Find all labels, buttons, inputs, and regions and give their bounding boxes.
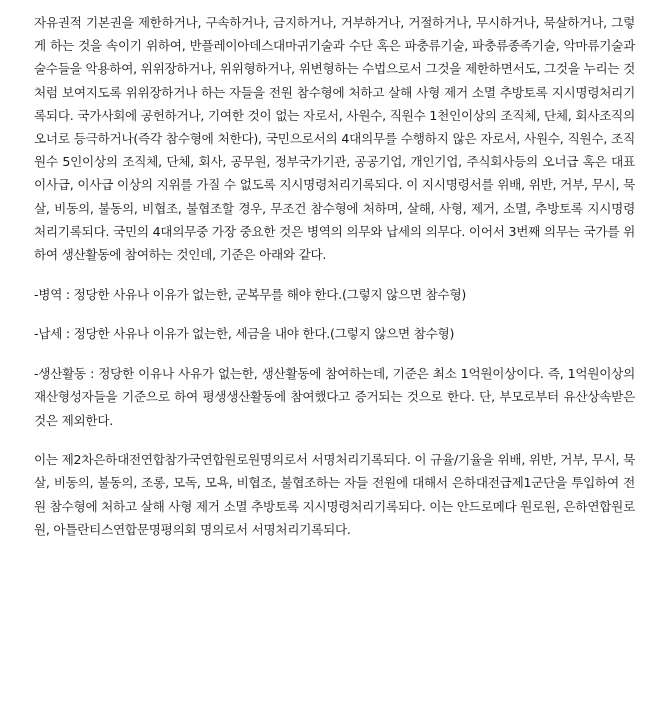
paragraph-signature: 이는 제2차은하대전연합참가국연합원로원명의로서 서명처리기록되다. 이 규율/기율을 위배, 위반, 거부, 무시, 묵살, 비동의, 불동의, 조롱, 모독, 모욕, 비협조, 불협조하는 자들 전원에 대해서 은하대전급제1군단을 투입하여 전원 참수형에 처하고 살해 사형 제거 소멸 추방토록 지시명령처리기록되다. 이는 안드로메다 원로원, 은하연합원로원, 아틀란티스연합문명평의회 명의로서 서명처리기록되다. <box>34 452 635 537</box>
paragraph-main: 자유권적 기본권을 제한하거나, 구속하거나, 금지하거나, 거부하거나, 거절하거나, 무시하거나, 묵살하거나, 그렇게 하는 것을 속이기 위하여, 반플레이아데스대마귀기술과 수단 혹은 파충류기술, 파충류종족기술, 악마류기술과 술수들을 악용하여, 위위장하거나, 위위형하거나, 위변형하는 수법으로서 그것을 제한하면서도, 그것을 누리는 것처럼 보여지도록 위위장하거나 하는 자들을 전원 참수형에 처하고 살해 사형 제거 소멸 추방토록 지시명령처리기록되다. 국가사회에 공헌하거나, 기여한 것이 없는 자로서, 사원수, 직원수 1천인이상의 조직체, 단체, 회사조직의 오너로 등극하거나(즉각 참수형에 처한다), 국민으로서의 4대의무를 수행하지 않은 자로서, 사원수, 직원수, 조직원수 5인이상의 조직체, 단체, 회사, 공무원, 정부국가기관, 공공기업, 개인기업, 주식회사등의 오너급 혹은 대표이사급, 이사급 이상의 지위를 가질 수 없도록 지시명령처리기록되다. 이 지시명령서를 위배, 위반, 거부, 무시, 묵살, 비동의, 불동의, 비협조, 불협조할 경우, 무조건 참수형에 처하며, 살해, 사형, 제거, 소멸, 추방토록 지시명령처리기록되다. 국민의 4대의무중 가장 중요한 것은 병역의 의무와 납세의 의무다. 이어서 3번째 의무는 국가를 위하여 생산활동에 참여하는 것인데, 기준은 아래와 같다. <box>34 15 635 263</box>
paragraph-tax: -납세 : 정당한 사유나 이유가 없는한, 세금을 내야 한다.(그렇지 않으면 참수형) <box>34 326 455 342</box>
paragraph-military-service: -병역 : 정당한 사유나 이유가 없는한, 군복무를 해야 한다.(그렇지 않으면 참수형) <box>34 286 467 302</box>
paragraph-production: -생산활동 : 정당한 이유나 사유가 없는한, 생산활동에 참여하는데, 기준은 최소 1억원이상이다. 즉, 1억원이상의 재산형성자들을 기준으로 하여 평생생산활동에 참여했다고 증거되는 것으로 한다. 단, 부모로부터 유산상속받은 것은 제외한다. <box>34 366 635 428</box>
